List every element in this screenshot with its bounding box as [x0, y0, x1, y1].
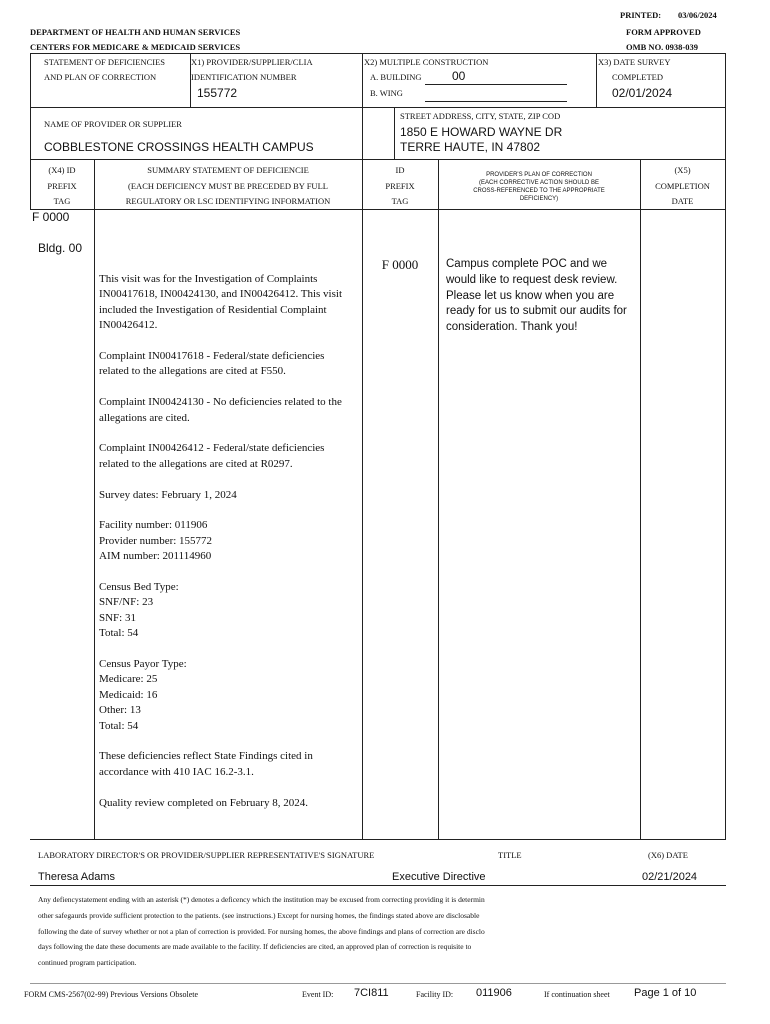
- plan-header-1: PROVIDER'S PLAN OF CORRECTION: [486, 172, 592, 178]
- summary-paragraph: Complaint IN00426412 - Federal/state deficiencies related to the allegations are cited at R0297.: [99, 442, 325, 470]
- x2-label: X2) MULTIPLE CONSTRUCTION: [364, 57, 489, 67]
- summary-paragraph: Quality review completed on February 8, 2024.: [99, 796, 308, 809]
- provider-name-label: NAME OF PROVIDER OR SUPPLIER: [44, 119, 182, 129]
- plan-header-2: (EACH CORRECTIVE ACTION SHOULD BE: [478, 180, 600, 186]
- x5-header-1: (X5): [674, 165, 691, 175]
- page-number: Page 1 of 10: [634, 987, 697, 999]
- summary-statement: [99, 272, 354, 826]
- signature-label: LABORATORY DIRECTOR'S OR PROVIDER/SUPPLIER REPRESENTATIVE'S SIGNATURE: [38, 850, 375, 860]
- summary-paragraph: Facility number: 011906 Provider number: 155772 AIM number: 201114960: [99, 519, 213, 563]
- id-header-2: PREFIX: [385, 181, 415, 191]
- disclaimer-line-3: following the date of survey whether or not a plan of correction is provided. For nursing homes, the above findings and plans of correction are disclo: [38, 927, 485, 936]
- signature-date: 02/21/2024: [642, 871, 698, 883]
- x1-label-1: X1) PROVIDER/SUPPLIER/CLIA: [191, 57, 313, 67]
- summary-header-3: REGULATORY OR LSC IDENTIFYING INFORMATION: [125, 196, 331, 206]
- building-label: A. BUILDING: [370, 72, 422, 82]
- event-id-value: 7CI811: [354, 987, 389, 999]
- deficiency-tag: F 0000: [32, 210, 70, 224]
- summary-paragraph: Census Payor Type: Medicare: 25 Medicaid: 16 Other: 13 Total: 54: [99, 658, 187, 732]
- printed-label: PRINTED:: [620, 10, 662, 20]
- survey-completed-date: 02/01/2024: [612, 86, 673, 100]
- summary-paragraph: Complaint IN00424130 - No deficiencies related to the allegations are cited.: [99, 396, 342, 424]
- signer-title: Executive Directive: [392, 871, 486, 883]
- address-label: STREET ADDRESS, CITY, STATE, ZIP COD: [400, 111, 561, 121]
- event-id-label: Event ID:: [302, 990, 334, 999]
- disclaimer-line-1: Any defiencystatement ending with an asterisk (*) denotes a deficency which the institution may be excused from correcting providing it is determin: [38, 895, 485, 904]
- address-line-1: 1850 E HOWARD WAYNE DR: [400, 125, 563, 139]
- provider-id-number: 155772: [197, 86, 238, 100]
- plan-header-3: CROSS-REFERENCED TO THE APPROPRIATE: [473, 188, 605, 194]
- id-header-1: ID: [395, 165, 405, 175]
- summary-paragraph: Census Bed Type: SNF/NF: 23 SNF: 31 Total: 54: [99, 581, 179, 640]
- x6-date-label: (X6) DATE: [648, 850, 688, 860]
- disclaimer-line-5: continued program participation.: [38, 958, 137, 967]
- wing-label: B. WING: [370, 88, 403, 98]
- summary-header-1: SUMMARY STATEMENT OF DEFICIENCIE: [147, 165, 309, 175]
- title-label: TITLE: [498, 850, 522, 860]
- statement-label-1: STATEMENT OF DEFICIENCIES: [44, 57, 166, 67]
- agency-name: CENTERS FOR MEDICARE & MEDICAID SERVICES: [30, 42, 241, 52]
- x4-header-3: TAG: [53, 196, 71, 206]
- right-prefix-tag: F 0000: [381, 257, 419, 272]
- building-value: 00: [452, 69, 466, 83]
- plan-header-4: DEFICIENCY): [519, 196, 559, 202]
- disclaimer-line-4: days following the date these documents are made available to the facility. If deficiencies are cited, an approved plan of correction is requisite to: [38, 942, 472, 951]
- printed-date: 03/06/2024: [678, 10, 717, 20]
- department-name: DEPARTMENT OF HEALTH AND HUMAN SERVICES: [30, 27, 241, 37]
- continuation-label: If continuation sheet: [544, 990, 610, 999]
- id-header-3: TAG: [391, 196, 409, 206]
- summary-paragraph: Complaint IN00417618 - Federal/state deficiencies related to the allegations are cited at F550.: [99, 350, 325, 378]
- statement-label-2: AND PLAN OF CORRECTION: [44, 72, 157, 82]
- x4-header-1: (X4) ID: [48, 165, 76, 175]
- facility-id-label: Facility ID:: [416, 990, 454, 999]
- x1-label-2: IDENTIFICATION NUMBER: [191, 72, 297, 82]
- x3-label-2: COMPLETED: [612, 72, 663, 82]
- address-line-2: TERRE HAUTE, IN 47802: [400, 140, 541, 154]
- x3-label-1: X3) DATE SURVEY: [598, 57, 671, 67]
- summary-paragraph: This visit was for the Investigation of Complaints IN00417618, IN00424130, and IN00426412. This visit included the Investigation of Residential Complaint IN00426412.: [99, 273, 343, 332]
- x5-header-2: COMPLETION: [655, 181, 710, 191]
- plan-of-correction: Campus complete POC and we would like to request desk review. Please let us know when you are ready for us to submit our audits for consideration. Thank you!: [446, 258, 627, 334]
- summary-paragraph: Survey dates: February 1, 2024: [99, 488, 237, 501]
- x5-header-3: DATE: [671, 196, 694, 206]
- form-approved: FORM APPROVED: [626, 27, 701, 37]
- omb-number: OMB NO. 0938-039: [626, 42, 699, 52]
- form-number: FORM CMS-2567(02-99) Previous Versions Obsolete: [24, 990, 199, 999]
- disclaimer-line-2: other safegaurds provide sufficient protection to the patients. (see instructions.) Except for nursing homes, the findings stated above are disclosable: [38, 911, 480, 920]
- building-tag: Bldg. 00: [38, 241, 83, 255]
- facility-id-value: 011906: [476, 987, 512, 999]
- provider-name: COBBLESTONE CROSSINGS HEALTH CAMPUS: [44, 140, 314, 154]
- summary-header-2: (EACH DEFICIENCY MUST BE PRECEDED BY FULL: [128, 181, 328, 191]
- x4-header-2: PREFIX: [47, 181, 77, 191]
- signer-name: Theresa Adams: [38, 871, 116, 883]
- summary-paragraph: These deficiencies reflect State Findings cited in accordance with 410 IAC 16.2-3.1.: [99, 750, 313, 778]
